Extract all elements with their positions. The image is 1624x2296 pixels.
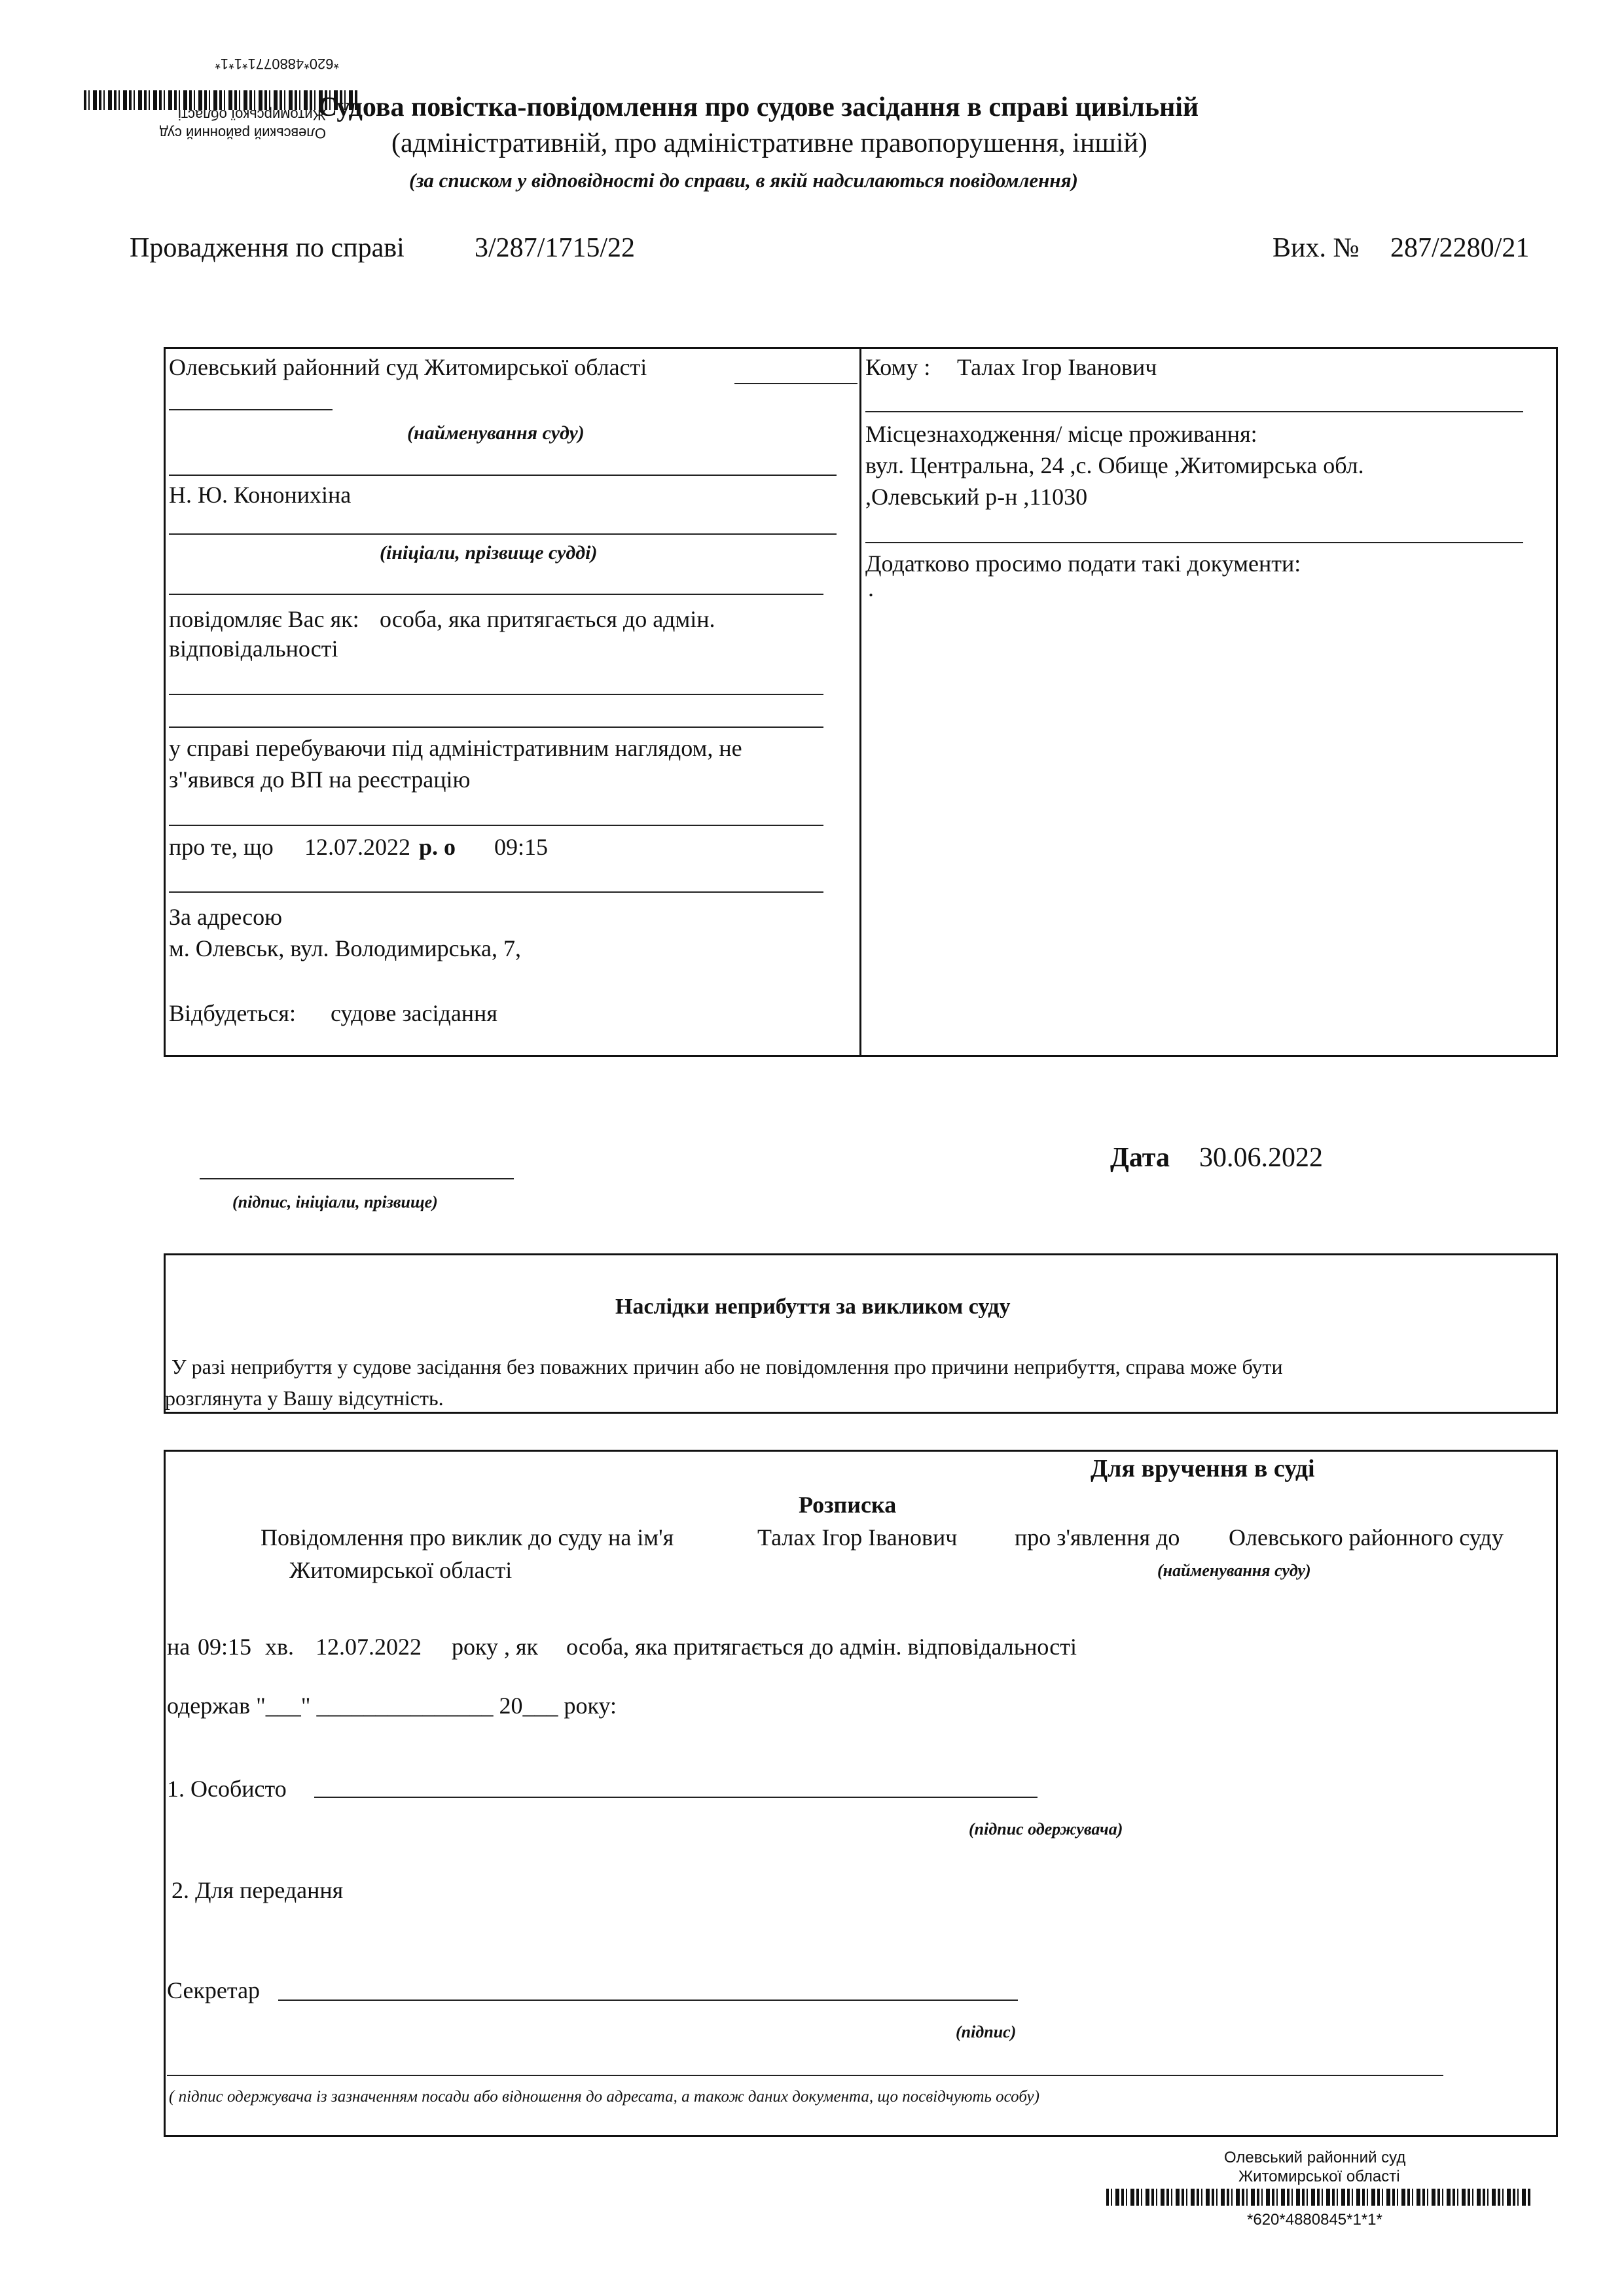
docs-value: .: [868, 575, 874, 601]
subtitle: (за списком у відповідності до справи, в якій надсилаються повідомлення): [409, 169, 1078, 192]
docs-label: Додатково просимо подати такі документи:: [865, 550, 1301, 577]
event-value: судове засідання: [331, 1000, 497, 1026]
secretary-caption: (підпис): [956, 2022, 1017, 2041]
consequences-text-1: У разі неприбуття у судове засідання без поважних причин або не повідомлення про причини неприбуття, справа може бути: [171, 1355, 1283, 1378]
received-line: одержав "___" _______________ 20___ року:: [167, 1693, 617, 1719]
title-line-2: (адміністративній, про адміністративне правопорушення, іншій): [391, 128, 1147, 158]
secretary-label: Секретар: [167, 1977, 261, 2003]
receipt-footer-caption: ( підпис одержувача із зазначенням посади або відношення до адресата, а також даних документа, що посвідчують особу): [169, 2088, 1039, 2106]
at-role: особа, яка притягається до адмін. відповідальності: [566, 1634, 1077, 1660]
recipient-address-line-2: ,Олевський р-н ,11030: [865, 484, 1088, 510]
case-number: 3/287/1715/22: [475, 233, 636, 263]
case-label: Провадження по справі: [130, 233, 405, 263]
case-desc-line-2: з"явився до ВП на реєстрацію: [169, 766, 471, 793]
hearing-date: 12.07.2022: [304, 834, 410, 860]
notice-mid: про з'явлення до: [1015, 1524, 1180, 1551]
main-box-divider: [859, 347, 861, 1057]
bottom-stamp-court-line2: Житомирської області: [1238, 2168, 1400, 2185]
to-label: Кому :: [865, 354, 931, 380]
judge-caption: (ініціали, прізвище судді): [380, 542, 598, 564]
notify-line-2: відповідальності: [169, 636, 338, 662]
address-label: За адресою: [169, 904, 283, 930]
at-date: 12.07.2022: [316, 1634, 422, 1660]
at-prefix: на: [167, 1634, 190, 1660]
notify-label: повідомляє Вас як:: [169, 606, 359, 632]
address-value: м. Олевськ, вул. Володимирська, 7,: [169, 935, 521, 961]
recipient-address-line-1: вул. Центральна, 24 ,с. Обище ,Житомирська обл.: [865, 452, 1364, 478]
receipt-box: [164, 1450, 1558, 2137]
item-1-signature-line: [314, 1797, 1038, 1798]
bottom-stamp-court-line1: Олевський районний суд: [1224, 2149, 1406, 2166]
hearing-time: 09:15: [494, 834, 549, 860]
bottom-barcode: [1106, 2189, 1532, 2206]
item-2-label: 2. Для передання: [171, 1877, 344, 1903]
title-line-1: Судова повістка-повідомлення про судове засідання в справі цивільній: [317, 92, 1199, 122]
consequences-text-2: розглянута у Вашу відсутність.: [165, 1386, 444, 1410]
at-min: хв.: [265, 1634, 294, 1660]
item-1-label: 1. Особисто: [167, 1776, 287, 1802]
notice-name: Талах Ігор Іванович: [757, 1524, 958, 1551]
receipt-title: Розписка: [799, 1492, 897, 1518]
outgoing-label: Вих. №: [1272, 233, 1360, 263]
date-label: про те, що: [169, 834, 274, 860]
top-barcode-number: *620*4880771*1*1*: [215, 56, 339, 72]
top-stamp-court-line1: Олевський районний суд: [159, 125, 326, 141]
notice-prefix: Повідомлення про виклик до суду на ім'я: [261, 1524, 674, 1551]
issue-date: 30.06.2022: [1199, 1143, 1323, 1173]
bottom-barcode-number: *620*4880845*1*1*: [1247, 2211, 1382, 2229]
event-label: Відбудеться:: [169, 1000, 296, 1026]
year-suffix: р. о: [419, 834, 456, 860]
item-1-caption: (підпис одержувача): [969, 1820, 1123, 1839]
date-label-bold: Дата: [1110, 1143, 1170, 1173]
delivery-label: Для вручення в суді: [1091, 1455, 1315, 1482]
receipt-court-caption: (найменування суду): [1157, 1561, 1311, 1580]
notify-line-1: особа, яка притягається до адмін.: [380, 606, 715, 632]
at-time: 09:15: [198, 1634, 252, 1660]
secretary-signature-line: [278, 2000, 1018, 2001]
top-stamp-court-line2: Житомирської області: [178, 107, 326, 123]
consequences-title: Наслідки неприбуття за викликом суду: [615, 1295, 1011, 1319]
at-year: року , як: [452, 1634, 539, 1660]
location-label: Місцезнаходження/ місце проживання:: [865, 421, 1257, 447]
outgoing-number: 287/2280/21: [1390, 233, 1530, 263]
court-name: Олевський районний суд Житомирської області: [169, 354, 647, 380]
signature-caption: (підпис, ініціали, прізвище): [232, 1193, 438, 1211]
notice-court-name: Олевського районного суду: [1229, 1524, 1504, 1551]
judge-name: Н. Ю. Кононихіна: [169, 482, 352, 508]
recipient-name: Талах Ігор Іванович: [957, 354, 1157, 380]
notice-court-region: Житомирської області: [289, 1557, 513, 1583]
court-caption: (найменування суду): [407, 422, 585, 444]
case-desc-line-1: у справі перебуваючи під адміністративним наглядом, не: [169, 735, 742, 761]
